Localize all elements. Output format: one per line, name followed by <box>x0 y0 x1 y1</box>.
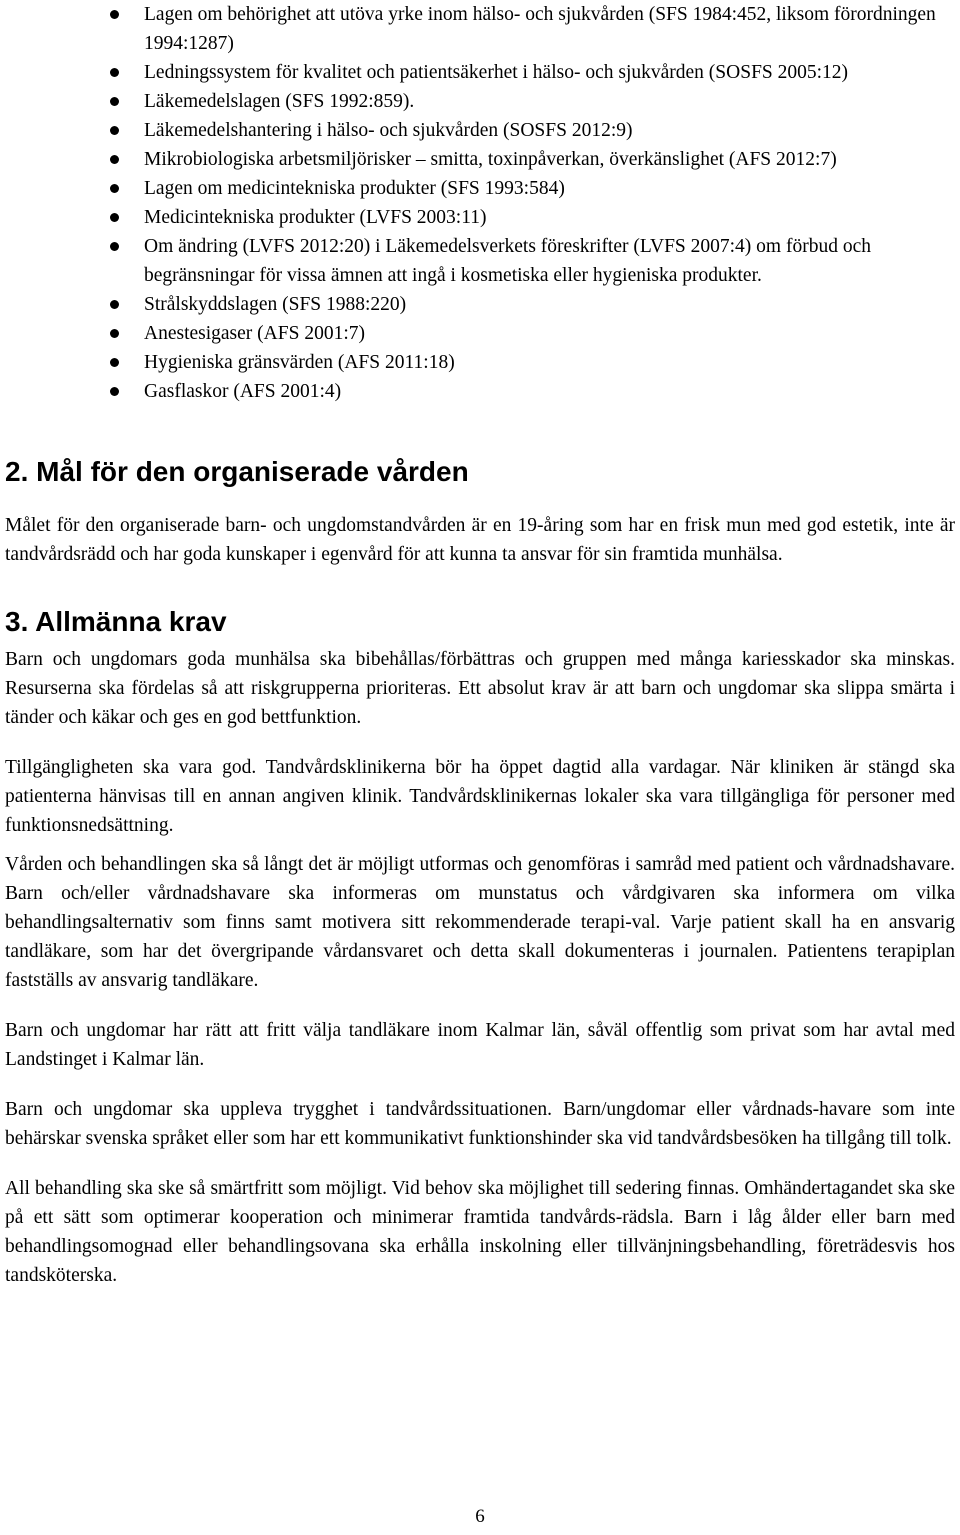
regulation-list <box>5 0 955 406</box>
bullet-icon <box>110 68 119 77</box>
bullet-icon <box>110 97 119 106</box>
bullet-icon <box>110 155 119 164</box>
bullet-icon <box>110 358 119 367</box>
list-item <box>5 319 955 348</box>
list-item <box>5 377 955 406</box>
section-3-paragraph: All behandling ska ske så smärtfritt som möjligt. Vid behov ska möjlighet till sedering finnas. Omhändertagandet ska ske på ett sätt som optimerar kooperation och minimerar framtida tandvårds-rädsla. Barn i låg ålder eller barn med behandlingsomogнad eller behandlingsovana ska erhålla inskolning eller tillvänjningsbehandling, företrädesvis hos tandsköterska. <box>5 1178 955 1286</box>
list-item-text: Gasflaskor (AFS 2001:4) <box>144 381 342 402</box>
list-item <box>5 290 955 319</box>
list-item-text: Lagen om behörighet att utöva yrke inom hälso- och sjukvården (SFS 1984:452, liksom förordningen 1994:1287) <box>144 4 936 54</box>
bullet-icon <box>110 300 119 309</box>
list-item <box>5 174 955 203</box>
section-3-paragraph: Vården och behandlingen ska så långt det är möjligt utformas och genomföras i samråd med patient och vårdnadshavare. Barn och/eller vårdnadshavare ska informeras om munstatus och vårdgivaren ska informera om vilka behandlingsalternativ som finns samt motivera sitt rekommenderade terapi-val. Varje patient skall ha en ansvarig tandläkare, som har det övergripande vårdansvaret och detta skall dokumenteras i journalen. Patientens terapiplan fastställs av ansvarig tandläkare. <box>5 854 955 991</box>
bullet-icon <box>110 242 119 251</box>
bullet-icon <box>110 184 119 193</box>
list-item <box>5 116 955 145</box>
list-item <box>5 0 955 58</box>
section-3-paragraph: Barn och ungdomar har rätt att fritt välja tandläkare inom Kalmar län, såväl offentlig som privat som har avtal med Landstinget i Kalmar län. <box>5 1020 955 1070</box>
list-item <box>5 87 955 116</box>
section-2-paragraph: Målet för den organiserade barn- och ungdomstandvården är en 19-åring som har en frisk mun med god estetik, inte är tandvårdsrädd och har goda kunskaper i egenvård för att kunna ta ansvar för sin framtida munhälsa. <box>5 515 955 565</box>
list-item-text: Lagen om medicintekniska produkter (SFS 1993:584) <box>144 178 565 199</box>
section-3-heading: 3. Allmänna krav <box>5 606 227 637</box>
list-item-text: Medicintekniska produkter (LVFS 2003:11) <box>144 207 487 228</box>
page-number: 6 <box>475 1506 485 1527</box>
bullet-icon <box>110 329 119 338</box>
bullet-icon <box>110 213 119 222</box>
list-item <box>5 232 955 290</box>
list-item <box>5 203 955 232</box>
document-page <box>5 0 955 1290</box>
list-item-text: Om ändring (LVFS 2012:20) i Läkemedelsverkets föreskrifter (LVFS 2007:4) om förbud och begränsningar för vissa ämnen att ingå i kosmetiska eller hygieniska produkter. <box>144 236 871 286</box>
list-item-text: Läkemedelslagen (SFS 1992:859). <box>144 91 415 112</box>
section-3-paragraph: Tillgängligheten ska vara god. Tandvårdsklinikerna bör ha öppet dagtid alla vardagar. När kliniken är stängd ska patienterna hänvisas till en annan angiven klinik. Tandvårdsklinikernas lokaler ska vara tillgängliga för personer med funktionsnedsättning. <box>5 757 955 836</box>
bullet-icon <box>110 126 119 135</box>
list-item-text: Läkemedelshantering i hälso- och sjukvården (SOSFS 2012:9) <box>144 120 633 141</box>
bullet-icon <box>110 10 119 19</box>
list-item-text: Anestesigaser (AFS 2001:7) <box>144 323 365 344</box>
list-item-text: Mikrobiologiska arbetsmiljörisker – smitta, toxinpåverkan, överkänslighet (AFS 2012:7) <box>144 149 837 170</box>
list-item-text: Hygieniska gränsvärden (AFS 2011:18) <box>144 352 455 373</box>
section-3-paragraph: Barn och ungdomars goda munhälsa ska bibehållas/förbättras och gruppen med många kariesskador ska minskas. Resurserna ska fördelas så att riskgrupperna prioriteras. Ett absolut krav är att barn och ungdomar ska slippa smärta i tänder och käkar och ges en god bettfunktion. <box>5 649 955 728</box>
list-item-text: Ledningssystem för kvalitet och patientsäkerhet i hälso- och sjukvården (SOSFS 2005:12) <box>144 62 849 83</box>
list-item <box>5 145 955 174</box>
list-item-text: Strålskyddslagen (SFS 1988:220) <box>144 294 407 315</box>
list-item <box>5 58 955 87</box>
section-3-paragraph: Barn och ungdomar ska uppleva trygghet i tandvårdssituationen. Barn/ungdomar eller vårdnads-havare som inte behärskar svenska språket eller som har ett kommunikativt funktionshinder ska vid tandvårdsbesöken ha tillgång till tolk. <box>5 1099 955 1149</box>
list-item <box>5 348 955 377</box>
bullet-icon <box>110 387 119 396</box>
section-2-heading: 2. Mål för den organiserade vården <box>5 456 469 487</box>
